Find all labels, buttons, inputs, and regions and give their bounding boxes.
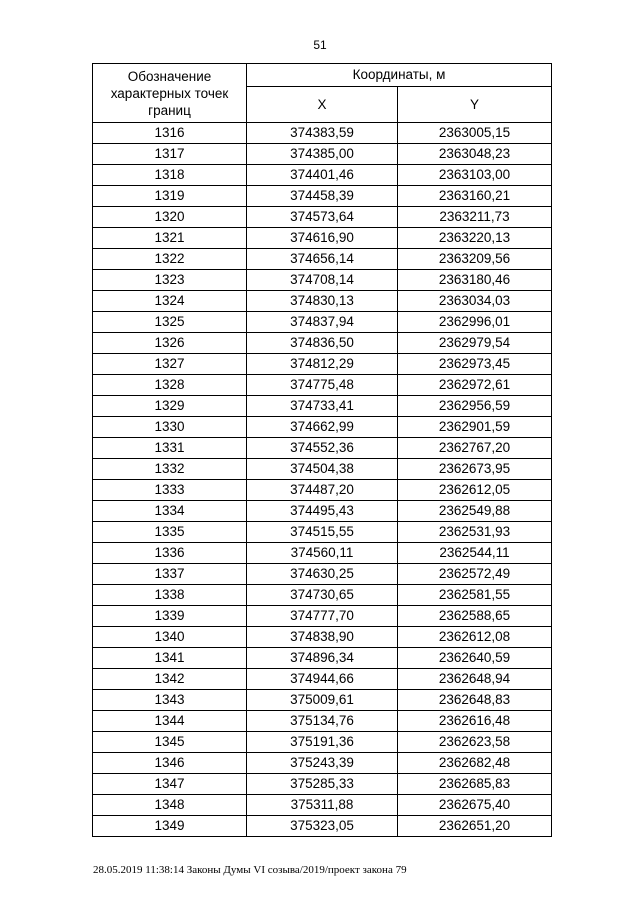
table-row <box>93 732 552 753</box>
table-row <box>93 648 552 669</box>
table-row <box>93 354 552 375</box>
cell-y: 2362572,49 <box>398 564 552 585</box>
cell-point-id: 1328 <box>93 375 247 396</box>
cell-point-id: 1323 <box>93 270 247 291</box>
cell-point-id: 1344 <box>93 711 247 732</box>
cell-point-id: 1347 <box>93 774 247 795</box>
cell-point-id: 1339 <box>93 606 247 627</box>
table-row <box>93 144 552 165</box>
cell-x: 374812,29 <box>247 354 398 375</box>
table-row <box>93 333 552 354</box>
cell-y: 2363180,46 <box>398 270 552 291</box>
cell-point-id: 1338 <box>93 585 247 606</box>
table-row <box>93 585 552 606</box>
cell-y: 2362648,94 <box>398 669 552 690</box>
cell-y: 2363005,15 <box>398 123 552 144</box>
cell-point-id: 1340 <box>93 627 247 648</box>
cell-point-id: 1332 <box>93 459 247 480</box>
cell-x: 374838,90 <box>247 627 398 648</box>
header-row-top <box>93 64 552 87</box>
cell-y: 2362973,45 <box>398 354 552 375</box>
cell-y: 2362616,48 <box>398 711 552 732</box>
cell-x: 374944,66 <box>247 669 398 690</box>
cell-point-id: 1337 <box>93 564 247 585</box>
cell-x: 374708,14 <box>247 270 398 291</box>
cell-x: 375134,76 <box>247 711 398 732</box>
cell-y: 2362588,65 <box>398 606 552 627</box>
cell-x: 374775,48 <box>247 375 398 396</box>
cell-y: 2362651,20 <box>398 816 552 837</box>
table-row <box>93 270 552 291</box>
cell-point-id: 1348 <box>93 795 247 816</box>
header-x: X <box>247 87 398 123</box>
cell-y: 2362623,58 <box>398 732 552 753</box>
table-row <box>93 501 552 522</box>
cell-x: 375311,88 <box>247 795 398 816</box>
table-row <box>93 627 552 648</box>
cell-y: 2362979,54 <box>398 333 552 354</box>
cell-x: 374495,43 <box>247 501 398 522</box>
cell-x: 374616,90 <box>247 228 398 249</box>
cell-point-id: 1322 <box>93 249 247 270</box>
cell-x: 374730,65 <box>247 585 398 606</box>
cell-y: 2362549,88 <box>398 501 552 522</box>
cell-point-id: 1325 <box>93 312 247 333</box>
cell-y: 2362956,59 <box>398 396 552 417</box>
cell-x: 375009,61 <box>247 690 398 711</box>
table-row <box>93 522 552 543</box>
cell-point-id: 1327 <box>93 354 247 375</box>
cell-y: 2362901,59 <box>398 417 552 438</box>
cell-point-id: 1342 <box>93 669 247 690</box>
cell-x: 374487,20 <box>247 480 398 501</box>
table-row <box>93 564 552 585</box>
table-row <box>93 669 552 690</box>
header-coordinates: Координаты, м <box>247 64 552 87</box>
cell-point-id: 1324 <box>93 291 247 312</box>
cell-x: 375323,05 <box>247 816 398 837</box>
cell-x: 375285,33 <box>247 774 398 795</box>
cell-point-id: 1317 <box>93 144 247 165</box>
header-y: Y <box>398 87 552 123</box>
cell-y: 2362648,83 <box>398 690 552 711</box>
cell-point-id: 1320 <box>93 207 247 228</box>
cell-point-id: 1349 <box>93 816 247 837</box>
cell-point-id: 1318 <box>93 165 247 186</box>
cell-point-id: 1341 <box>93 648 247 669</box>
cell-y: 2363209,56 <box>398 249 552 270</box>
cell-x: 374836,50 <box>247 333 398 354</box>
cell-x: 374896,34 <box>247 648 398 669</box>
cell-y: 2362544,11 <box>398 543 552 564</box>
cell-x: 374515,55 <box>247 522 398 543</box>
table-row <box>93 480 552 501</box>
table-row <box>93 312 552 333</box>
cell-x: 374401,46 <box>247 165 398 186</box>
cell-x: 374504,38 <box>247 459 398 480</box>
table-row <box>93 249 552 270</box>
cell-point-id: 1316 <box>93 123 247 144</box>
cell-y: 2362675,40 <box>398 795 552 816</box>
header-designation: Обозначение характерных точек границ <box>93 64 247 123</box>
cell-x: 374837,94 <box>247 312 398 333</box>
table-row <box>93 291 552 312</box>
cell-point-id: 1343 <box>93 690 247 711</box>
cell-point-id: 1333 <box>93 480 247 501</box>
table-body <box>93 123 552 837</box>
coordinates-table <box>92 63 552 837</box>
cell-y: 2362685,83 <box>398 774 552 795</box>
table-row <box>93 459 552 480</box>
cell-point-id: 1330 <box>93 417 247 438</box>
cell-y: 2363034,03 <box>398 291 552 312</box>
table-row <box>93 123 552 144</box>
cell-x: 374733,41 <box>247 396 398 417</box>
cell-x: 374777,70 <box>247 606 398 627</box>
cell-point-id: 1346 <box>93 753 247 774</box>
table-row <box>93 795 552 816</box>
table-row <box>93 165 552 186</box>
table-row <box>93 711 552 732</box>
table-row <box>93 438 552 459</box>
table-row <box>93 375 552 396</box>
cell-point-id: 1345 <box>93 732 247 753</box>
cell-y: 2363103,00 <box>398 165 552 186</box>
cell-point-id: 1331 <box>93 438 247 459</box>
cell-y: 2362581,55 <box>398 585 552 606</box>
cell-y: 2363220,13 <box>398 228 552 249</box>
cell-y: 2362640,59 <box>398 648 552 669</box>
table-row <box>93 396 552 417</box>
cell-y: 2362612,08 <box>398 627 552 648</box>
cell-x: 374830,13 <box>247 291 398 312</box>
footer-stamp: 28.05.2019 11:38:14 Законы Думы VI созыва/2019/проект закона 79 <box>93 864 407 876</box>
cell-y: 2362972,61 <box>398 375 552 396</box>
cell-y: 2362612,05 <box>398 480 552 501</box>
cell-y: 2362682,48 <box>398 753 552 774</box>
cell-x: 374385,00 <box>247 144 398 165</box>
table-row <box>93 207 552 228</box>
table-row <box>93 753 552 774</box>
table-row <box>93 417 552 438</box>
cell-y: 2363211,73 <box>398 207 552 228</box>
table-row <box>93 228 552 249</box>
cell-x: 374573,64 <box>247 207 398 228</box>
cell-x: 375243,39 <box>247 753 398 774</box>
cell-point-id: 1336 <box>93 543 247 564</box>
cell-y: 2362673,95 <box>398 459 552 480</box>
cell-y: 2362531,93 <box>398 522 552 543</box>
table-row <box>93 774 552 795</box>
cell-y: 2363048,23 <box>398 144 552 165</box>
table-row <box>93 816 552 837</box>
cell-x: 374662,99 <box>247 417 398 438</box>
cell-point-id: 1335 <box>93 522 247 543</box>
page-number: 51 <box>313 38 327 52</box>
table-header <box>93 64 552 123</box>
table-row <box>93 606 552 627</box>
cell-point-id: 1329 <box>93 396 247 417</box>
cell-x: 374552,36 <box>247 438 398 459</box>
table-row <box>93 543 552 564</box>
cell-x: 374656,14 <box>247 249 398 270</box>
cell-x: 374383,59 <box>247 123 398 144</box>
cell-y: 2363160,21 <box>398 186 552 207</box>
cell-x: 374458,39 <box>247 186 398 207</box>
cell-y: 2362767,20 <box>398 438 552 459</box>
cell-x: 375191,36 <box>247 732 398 753</box>
table-row <box>93 186 552 207</box>
cell-x: 374560,11 <box>247 543 398 564</box>
table-row <box>93 690 552 711</box>
cell-point-id: 1326 <box>93 333 247 354</box>
cell-x: 374630,25 <box>247 564 398 585</box>
cell-y: 2362996,01 <box>398 312 552 333</box>
cell-point-id: 1321 <box>93 228 247 249</box>
cell-point-id: 1334 <box>93 501 247 522</box>
cell-point-id: 1319 <box>93 186 247 207</box>
